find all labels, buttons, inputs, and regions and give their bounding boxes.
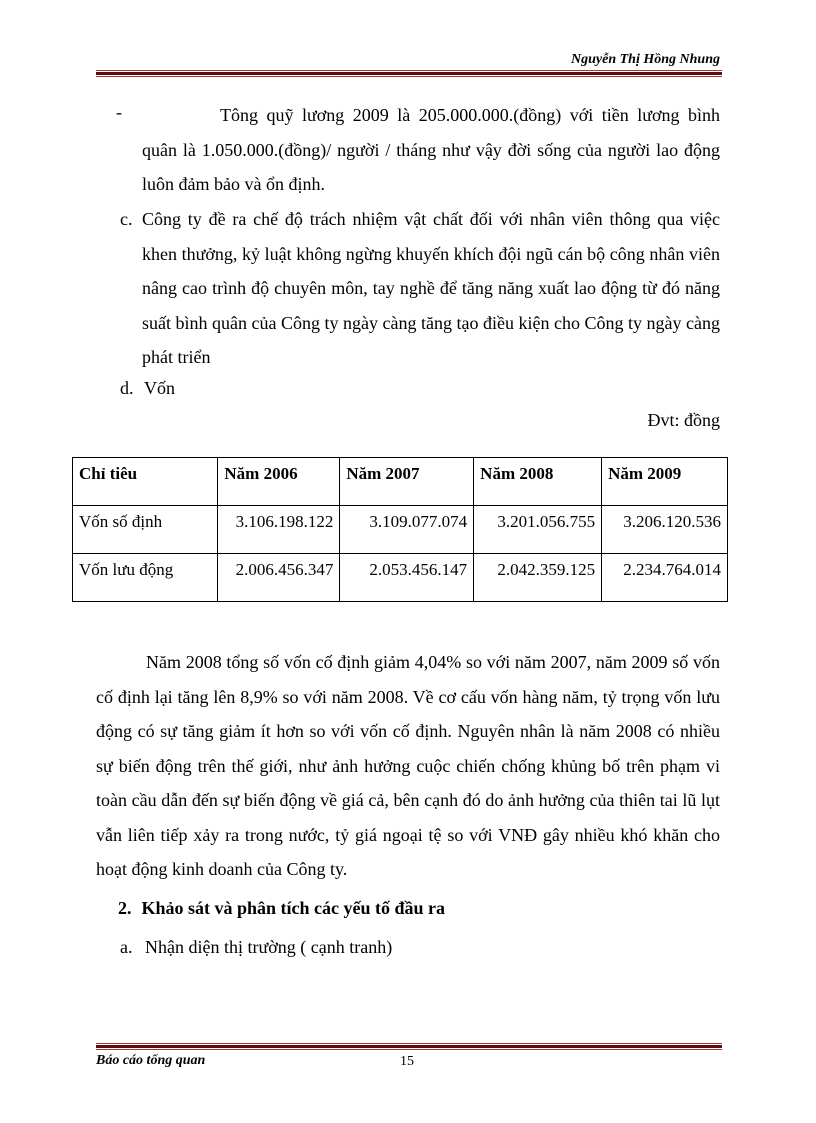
item-a-text: Nhận diện thị trường ( cạnh tranh): [145, 937, 393, 957]
analysis-paragraph: [96, 645, 720, 887]
footer-rule-thick: [96, 1045, 722, 1048]
table-cell: 3.206.120.536: [602, 506, 728, 554]
table-header-cell: Năm 2008: [474, 458, 602, 506]
item-d-label: [120, 371, 134, 406]
unit-note: Đvt: đồng: [647, 410, 720, 430]
header-rule-bottom: [96, 76, 722, 77]
salary-paragraph-text: Tông quỹ lương 2009 là 205.000.000.(đồng) với tiền lương bình quân là 1.050.000.(đồng)/ người / tháng như vậy đời sống của người lao động luôn đảm bảo và ổn định.: [142, 105, 720, 194]
table-cell: 3.109.077.074: [340, 506, 474, 554]
footer-title: Báo cáo tổng quan: [96, 1053, 206, 1068]
table-row: [73, 554, 728, 602]
item-c-text: Công ty đề ra chế độ trách nhiệm vật chất đối với nhân viên thông qua việc khen thưởng, kỷ luật không ngừng khuyến khích đội ngũ cán bộ công nhân viên nâng cao trình độ chuyên môn, tay nghề để tăng năng xuất lao động từ đó năng suất bình quân của Công ty ngày càng tăng tạo điều kiện cho Công ty ngày càng phát triển: [142, 209, 720, 367]
header-rule-thick: [96, 72, 722, 75]
table-cell-label: Vốn số định: [73, 506, 218, 554]
footer-rule-top: [96, 1043, 722, 1044]
capital-table: [72, 457, 728, 602]
section-title: Khảo sát và phân tích các yếu tố đầu ra: [141, 898, 446, 918]
footer-rule-bottom: [96, 1049, 722, 1050]
analysis-paragraph-text: Năm 2008 tổng số vốn cố định giảm 4,04% so với năm 2007, năm 2009 số vốn cố định lại tăng lên 8,9% so với năm 2008. Về cơ cấu vốn hàng năm, tỷ trọng vốn lưu động có sự tăng giảm ít hơn so với vốn cố định. Nguyên nhân là năm 2008 có nhiều sự biến động trên thế giới, như ảnh hưởng cuộc chiến chống khủng bố trên phạm vi toàn cầu dẫn đến sự biến động về giá cả, bên cạnh đó do ảnh hưởng của thiên tai lũ lụt vẫn liên tiếp xảy ra trong nước, tỷ giá ngoại tệ so với VNĐ gây nhiều khó khăn cho hoạt động kinh doanh của Công ty.: [96, 652, 720, 879]
table-header-cell: Năm 2007: [340, 458, 474, 506]
header-rule-top: [96, 70, 722, 71]
item-c-marker: c.: [120, 209, 133, 229]
table-cell: 2.006.456.347: [218, 554, 340, 602]
header-author: Nguyễn Thị Hồng Nhung: [571, 52, 720, 67]
item-a: [120, 930, 392, 964]
table-cell: 2.053.456.147: [340, 554, 474, 602]
table-header-row: [73, 458, 728, 506]
section-number: 2.: [118, 898, 132, 918]
table-row: [73, 506, 728, 554]
item-a-marker: a.: [120, 937, 133, 957]
item-c-label: [120, 202, 133, 237]
table-cell: 2.234.764.014: [602, 554, 728, 602]
table-cell: 3.201.056.755: [474, 506, 602, 554]
item-d-text: Vốn: [144, 378, 175, 398]
table-header-cell: Chỉ tiêu: [73, 458, 218, 506]
table-cell: 2.042.359.125: [474, 554, 602, 602]
page-number: 15: [400, 1054, 414, 1069]
item-d-marker: d.: [120, 378, 134, 398]
table-header-cell: Năm 2009: [602, 458, 728, 506]
table-cell: 3.106.198.122: [218, 506, 340, 554]
table-header-cell: Năm 2006: [218, 458, 340, 506]
salary-paragraph: [142, 98, 720, 202]
table-cell-label: Vốn lưu động: [73, 554, 218, 602]
section-heading: [118, 898, 445, 919]
bullet-marker: -: [116, 102, 122, 122]
